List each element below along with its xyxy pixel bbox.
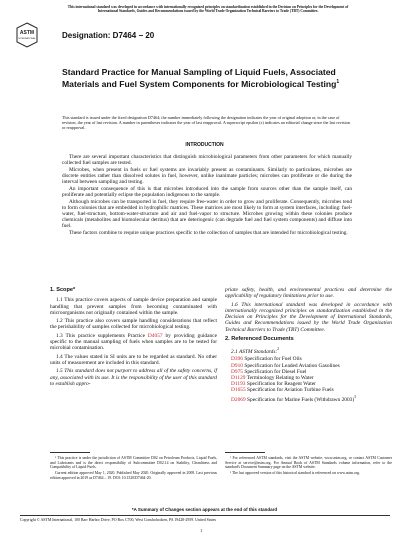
reference-item <box>225 394 392 403</box>
introduction-heading: INTRODUCTION <box>185 142 224 148</box>
reference-code-link[interactable]: D910 <box>231 362 243 369</box>
withdrawn-footnote-mark: 3 <box>354 394 356 399</box>
footer-divider <box>20 515 390 516</box>
paragraph-1-4: 1.4 The values stated in SI units are to be regarded as standard. No other units of measurement are included in this standard. <box>50 353 217 366</box>
paragraph-1-5: 1.5 This standard does not purport to address all of the safety concerns, if any, associated with its use. It is the responsibility of the user of this standard to establish appro- <box>50 368 218 387</box>
reference-title: Specification for Marine Fuels (Withdrawn 2003) <box>245 396 355 403</box>
reference-code-link[interactable]: D1129 <box>231 375 246 382</box>
reference-code-link[interactable]: D975 <box>231 368 243 375</box>
reference-title: Specification for Fuel Oils <box>242 356 302 363</box>
intro-paragraph: An important consequence of this is that microbes introduced into the sample from sources other than the sample itself, can proliferate and potentially eclipse the population indigenous to the sample. <box>62 185 352 198</box>
footnote: Current edition approved May 1, 2020. Published May 2020. Originally approved in 2008. Last previous edition approved in 2019 as D7464 – 19. DOI: 10.1520/D7464-20. <box>50 471 217 480</box>
paragraph-1-5-continued: priate safety, health, and environmental practices and determine the applicability of regulatory limitations prior to use. <box>225 287 392 300</box>
paragraph-1-2: 1.2 This practice also covers sample handling considerations that reflect the perishability of samples collected for microbiological testing. <box>50 318 217 331</box>
reference-title: Specification for Leaded Aviation Gasolines <box>242 362 340 369</box>
issued-note: This standard is issued under the fixed designation D7464; the number immediately following the designation indicates the year of original adoption or, in the case of revision, the year of last revision. A number in parentheses indicates the year of last reapproval. A superscript epsilon (ε) indicates an editorial change since the last revision or reapproval. <box>62 115 350 131</box>
reference-code-link[interactable]: D1193 <box>231 381 246 388</box>
reference-title: Specification for Reagent Water <box>245 381 316 388</box>
footnotes-left <box>50 456 217 482</box>
footnote-divider-right <box>225 452 265 453</box>
astm-standards-subheading: 2.1 ASTM Standards:$^2$ <box>231 347 280 356</box>
paragraph-1-1: 1.1 This practice covers aspects of sample device preparation and sample handling that prevent samples from becoming contaminated with microorganisms not originally contained within the sample. <box>50 297 217 316</box>
intro-paragraph: These factors combine to require unique practices specific to the collection of samples that are intended for microbiological testing. <box>69 230 348 236</box>
intro-paragraph: Microbes, when present in fuels or fuel systems are invariably present as contaminants. Similarly to particulates, microbes are discrete entities rather than dissolved solutes in fuel, however, unlike inanimate particles; microbes can proliferate or die during the interval between sampling and testing. <box>62 166 352 186</box>
copyright-notice: Copyright © ASTM International, 100 Barr Harbor Drive, PO Box C700, West Conshohocken, PA 19428-2959. United States <box>20 518 216 522</box>
paragraph-1-3: 1.3 This practice supplements Practice D4057 by providing guidance specific to the manual sampling of fuels when samples are to be tested for microbial contamination. <box>50 332 217 352</box>
international-standard-notice: This international standard was developed in accordance with internationally recognized principles on standardization established in the Decision on Principles for the Development of International Standards, Guides and Recommendations issued by the World Trade Organization Technical Barriers to Trade (TBT) Committee. <box>67 5 349 14</box>
designation: Designation: D7464 − 20 <box>62 31 155 40</box>
standard-title <box>62 67 362 89</box>
reference-code-link[interactable]: D1655 <box>231 387 246 394</box>
footnote: ³ The last approved version of this historical standard is referenced on www.astm.org. <box>230 471 360 476</box>
reference-title: Specification for Diesel Fuel <box>242 368 307 375</box>
left-column <box>50 287 217 389</box>
svg-text:ASTM: ASTM <box>19 30 35 36</box>
referenced-documents-heading: 2. Referenced Documents <box>225 336 294 343</box>
footnote-divider-left <box>50 452 90 453</box>
introduction-body <box>62 154 352 237</box>
reference-title: Terminology Relating to Water <box>245 375 314 382</box>
svg-text:INTERNATIONAL: INTERNATIONAL <box>18 38 36 40</box>
intro-paragraph: Although microbes can be transported in fuel, they require free-water in order to grow and proliferate. Consequently, microbes tend to form colonies that are embedded in hydrophilic matrices. These matrices are most likely to form at system interfaces, including: fuel-water, fuel-structure, bottom-water-structure and air and fuel-vapor to structure. Microbes growing within these colonies produce chemicals (metabolites and biomolecular detritus) that are deteriogenic (can degrade fuel and fuel system components) and diffuse into fuel. <box>62 198 352 230</box>
d4057-link[interactable]: D4057 <box>147 332 163 339</box>
reference-title: Specification for Aviation Turbine Fuels <box>245 387 334 394</box>
footnote: ² For referenced ASTM standards, visit the ASTM website, www.astm.org, or contact ASTM Customer Service at service@astm.org. For Annual Book of ASTM Standards volume information, refer to the standard's Document Summary page on the ASTM website. <box>225 456 392 470</box>
referenced-standards-list <box>225 356 392 402</box>
footnote: ¹ This practice is under the jurisdiction of ASTM Committee D02 on Petroleum Products, Liquid Fuels, and Lubricants and is the direct responsibility of Subcommittee D02.14 on Stability, Cleanliness and Compatibility of Liquid Fuels. <box>50 456 217 470</box>
right-column <box>225 287 392 403</box>
scope-heading: 1. Scope* <box>50 287 76 293</box>
footnotes-right <box>225 456 392 477</box>
paragraph-1-6: 1.6 This international standard was developed in accordance with internationally recognized principles on standardization established in the Decision on Principles for the Development of International Standards, Guides and Recommendations issued by the World Trade Organization Technical Barriers to Trade (TBT) Committee. <box>225 301 392 333</box>
title-footnote-mark: 1 <box>336 79 340 85</box>
astm-logo-icon <box>16 22 38 48</box>
page-number: 1 <box>200 528 203 533</box>
intro-paragraph: There are several important characteristics that distinguish microbiological parameters from other parameters for which manually collected fuel samples are tested. <box>62 154 352 167</box>
reference-code-link[interactable]: D2069 <box>231 396 246 403</box>
summary-of-changes-note: *A Summary of Changes section appears at the end of this standard <box>131 507 278 512</box>
title-text: Standard Practice for Manual Sampling of Liquid Fuels, Associated Materials and Fuel System Components for Microbiological Testing <box>62 67 337 89</box>
reference-code-link[interactable]: D396 <box>231 356 243 363</box>
